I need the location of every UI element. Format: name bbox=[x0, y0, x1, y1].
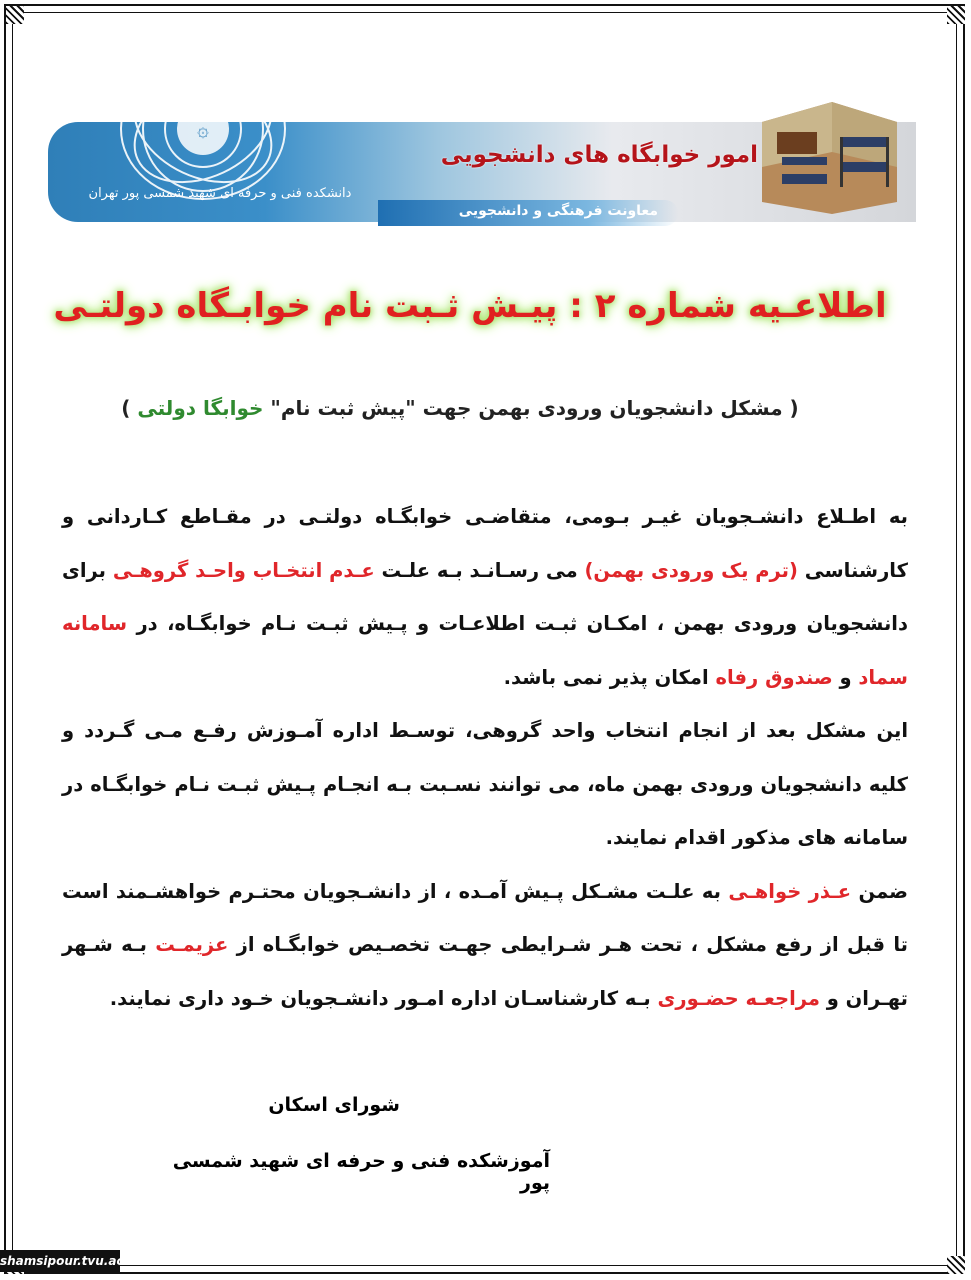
unit-title: امور خوابگاه های دانشجویی bbox=[440, 142, 758, 168]
subhead-close: ) bbox=[121, 396, 138, 420]
college-name: دانشکده فنی و حرفه ای شهید شمسی پور تهران bbox=[88, 186, 352, 201]
body-text: به علـت مشـکل پـیش آمـده ، از دانشـجویان محتـرم خواهشـمند است تا قبل از رفع مشکل ، تحت هـر شـرایطی جهـت تخصـیص خوابگـاه از bbox=[62, 879, 908, 956]
dormitory-room-icon bbox=[752, 102, 902, 214]
corner-ornament bbox=[6, 6, 24, 24]
corner-ornament bbox=[947, 6, 965, 24]
body-text: ضمن bbox=[851, 879, 908, 903]
body-text: بـه شـهر تهـران و bbox=[62, 933, 908, 1010]
corner-ornament bbox=[947, 1256, 965, 1274]
subhead-quoted: "پیش ثبت نام" bbox=[270, 396, 416, 420]
footer-url: shamsipour.tvu.ac.ir bbox=[0, 1250, 120, 1272]
highlight-text: عـذر خواهـی bbox=[728, 879, 852, 903]
highlight-text: عزیمـت bbox=[155, 933, 229, 956]
banner-strip bbox=[378, 200, 678, 226]
svg-text:۞: ۞ bbox=[197, 117, 209, 141]
header-banner bbox=[48, 112, 916, 232]
body-text: می رسـانـد بـه علـت bbox=[374, 558, 585, 582]
subhead-green: خوابگا دولتی bbox=[137, 396, 271, 420]
strip-text: معاونت فرهنگی و دانشجویی bbox=[458, 203, 658, 219]
subheading bbox=[60, 396, 860, 420]
announcement-body bbox=[62, 490, 908, 1025]
body-text: امکان پذیر نمی باشد. bbox=[503, 665, 716, 689]
highlight-text: مراجعـه حضـوری bbox=[657, 986, 820, 1010]
highlight-text: (ترم یک ورودی بهمن) bbox=[584, 558, 798, 582]
body-text: برای دانشجویان ورودی بهمن ، امکـان ثبـت اطلاعـات و پـیش ثبـت نـام خوابگـاه، در bbox=[62, 558, 908, 635]
highlight-text: عـدم انتخـاب واحـد گروهـی bbox=[112, 558, 375, 582]
college-logo-icon bbox=[108, 44, 298, 204]
body-text: بـه کارشناسـان اداره امـور دانشـجویان خـود داری نمایند. bbox=[109, 986, 658, 1010]
subhead-open: ( مشکل دانشجویان ورودی بهمن جهت bbox=[415, 396, 799, 420]
signature-council: شورای اسکان bbox=[268, 1094, 400, 1116]
body-text: و bbox=[832, 665, 859, 689]
body-text: به اطـلاع دانشـجویان غیـر بـومی، متقاضـی خوابگـاه دولتـی در مقـاطع کـاردانی و کارشناسی bbox=[62, 505, 908, 582]
highlight-text: سامانه سماد bbox=[62, 612, 908, 689]
body-paragraph-2: این مشکل بعد از انجام انتخاب واحد گروهی، توسـط اداره آمـوزش رفـع مـی گـردد و کلیه دانشجویان ورودی بهمن ماه، می توانند نسـبت بـه انجـام پـیش ثبـت نـام خوابگـاه در سامانه های مذکور اقدام نمایند. bbox=[62, 719, 908, 849]
signature-college: آموزشکده فنی و حرفه ای شهید شمسی پور bbox=[172, 1150, 550, 1194]
highlight-text: صندوق رفاه bbox=[715, 665, 833, 689]
headline: اطلاعـیه شماره ۲ : پیـش ثـبت نام خوابـگاه دولتـی bbox=[53, 286, 887, 326]
